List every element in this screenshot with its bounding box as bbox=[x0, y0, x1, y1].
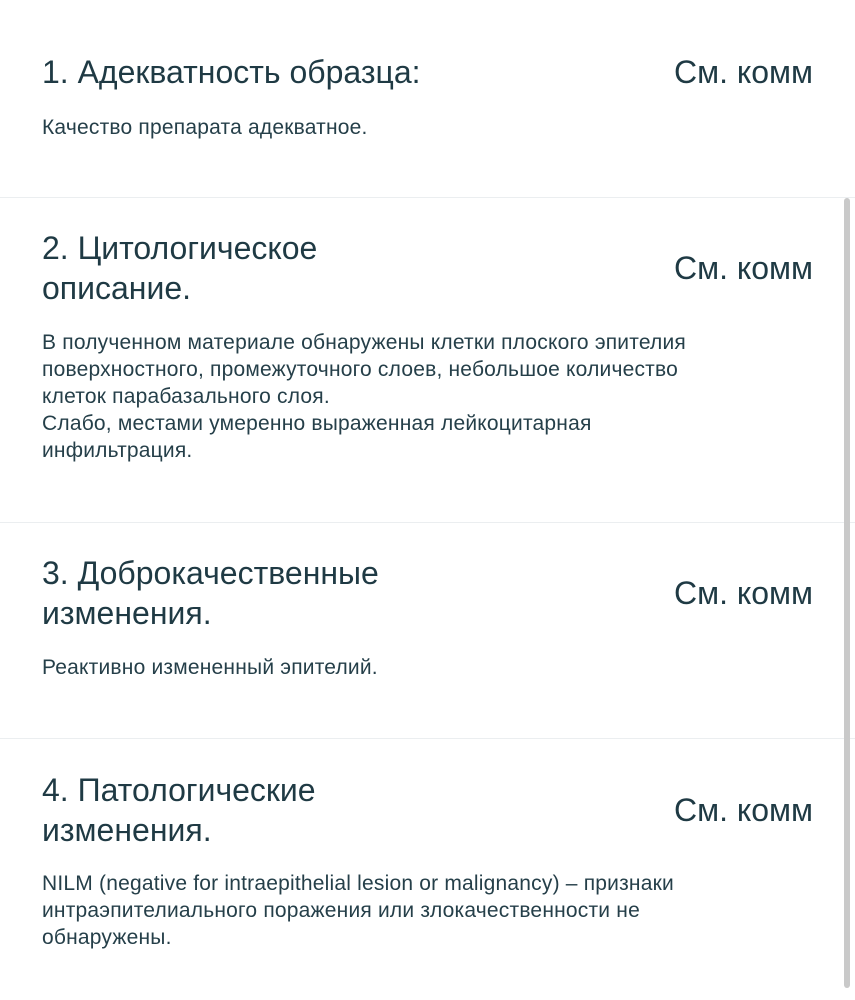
section-description: Качество препарата адекватное. bbox=[42, 116, 368, 139]
result-section-4 bbox=[0, 739, 855, 1000]
section-title: 4. Патологические изменения. bbox=[42, 772, 316, 848]
section-description: Реактивно измененный эпителий. bbox=[42, 656, 378, 679]
result-section-2 bbox=[0, 198, 855, 522]
vertical-scrollbar[interactable] bbox=[844, 198, 850, 988]
section-title: 2. Цитологическое описание. bbox=[42, 230, 318, 306]
section-description: В полученном материале обнаружены клетки плоского эпителия поверхностного, промежуточного слоев, небольшое количество клеток парабазального слоя. Слабо, местами умеренно выраженная лейкоцитарная инфильтрация. bbox=[42, 331, 686, 462]
section-title: 3. Доброкачественные изменения. bbox=[42, 555, 379, 631]
section-value[interactable]: См. комм bbox=[673, 575, 813, 611]
section-value[interactable]: См. комм bbox=[673, 54, 813, 90]
section-value[interactable]: См. комм bbox=[673, 792, 813, 828]
section-value[interactable]: См. комм bbox=[673, 250, 813, 286]
result-section-1 bbox=[0, 0, 855, 198]
section-description: NILM (negative for intraepithelial lesion or malignancy) – признаки интраэпителиального поражения или злокачественности не обнаружены. bbox=[42, 872, 674, 949]
section-title: 1. Адекватность образца: bbox=[42, 54, 421, 90]
result-section-3 bbox=[0, 523, 855, 738]
